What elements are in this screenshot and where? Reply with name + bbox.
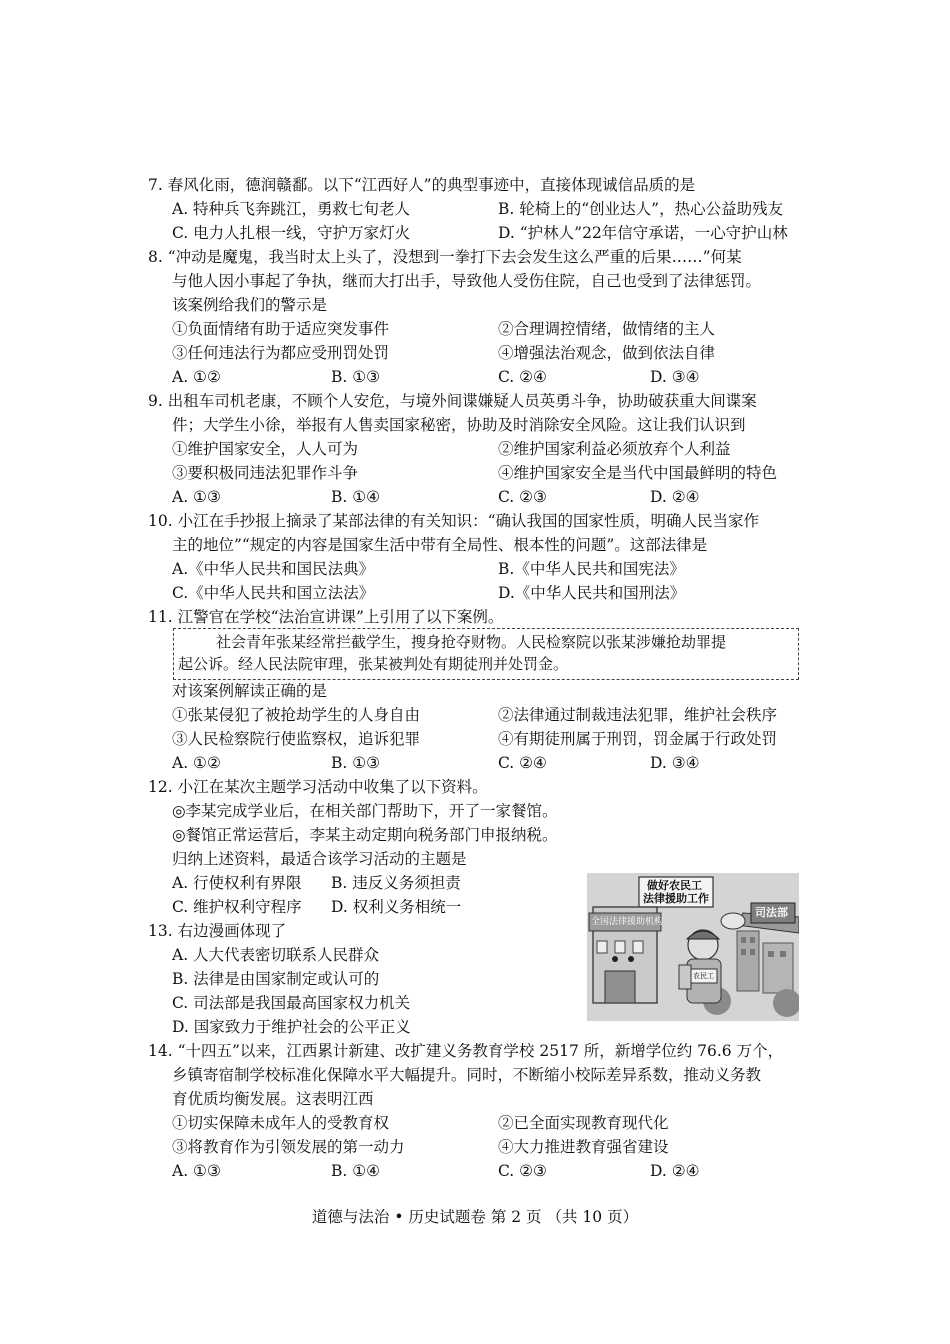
q8-item-2: ②合理调控情绪，做情绪的主人: [498, 320, 716, 338]
q11-option-b: B. ①③: [331, 754, 381, 772]
q12-material-2: ◎餐馆正常运营后，李某主动定期向税务部门申报纳税。: [172, 826, 558, 844]
q9-item-2: ②维护国家利益必须放弃个人利益: [498, 440, 731, 458]
q11-option-a: A. ①②: [172, 754, 221, 772]
q7-stem: 7. 春风化雨，德润赣鄱。以下“江西好人”的典型事迹中，直接体现诚信品质的是: [148, 176, 696, 194]
q12-ask: 归纳上述资料，最适合该学习活动的主题是: [172, 850, 467, 868]
q8-item-3: ③任何违法行为都应受刑罚处罚: [172, 344, 390, 362]
comic-sleeve-label: 司法部: [755, 906, 788, 919]
q10-option-b: B.《中华人民共和国宪法》: [498, 560, 685, 578]
q11-item-3: ③人民检察院行使监察权，追诉犯罪: [172, 730, 421, 748]
q8-option-c: C. ②④: [498, 368, 547, 386]
q8-option-a: A. ①②: [172, 368, 221, 386]
q8-stem-line2: 与他人因小事起了争执，继而大打出手，导致他人受伤住院，自己也受到了法律惩罚。: [172, 272, 762, 290]
q14-item-3: ③将教育作为引领发展的第一动力: [172, 1138, 405, 1156]
case-text-line1: 社会青年张某经常拦截学生，搜身抢夺财物。人民检察院以张某涉嫌抢劫罪提: [216, 633, 727, 651]
q11-option-c: C. ②④: [498, 754, 547, 772]
q14-stem-line2: 乡镇寄宿制学校标准化保障水平大幅提升。同时，不断缩小校际差异系数，推动义务教: [172, 1066, 762, 1084]
q13-option-a: A. 人大代表密切联系人民群众: [172, 946, 380, 964]
q8-stem-line3: 该案例给我们的警示是: [172, 296, 328, 314]
comic-illustration: [587, 873, 799, 1021]
q14-item-4: ④大力推进教育强省建设: [498, 1138, 669, 1156]
q8-item-1: ①负面情绪有助于适应突发事件: [172, 320, 390, 338]
q9-item-3: ③要积极同违法犯罪作斗争: [172, 464, 359, 482]
q10-stem-line1: 10. 小江在手抄报上摘录了某部法律的有关知识：“确认我国的国家性质，明确人民当家作: [148, 512, 760, 530]
q14-option-d: D. ②④: [650, 1162, 700, 1180]
q11-item-1: ①张某侵犯了被抢劫学生的人身自由: [172, 706, 421, 724]
q13-stem: 13. 右边漫画体现了: [148, 922, 287, 940]
q9-option-a: A. ①③: [172, 488, 221, 506]
q14-option-b: B. ①④: [331, 1162, 381, 1180]
q12-option-b: B. 违反义务须担责: [331, 874, 461, 892]
comic-building-sign: 全国法律援助机构: [591, 917, 664, 927]
comic-banner-line2: 法律援助工作: [643, 892, 709, 905]
q11-ask: 对该案例解读正确的是: [172, 682, 328, 700]
q14-item-2: ②已全面实现教育现代化: [498, 1114, 669, 1132]
q11-option-d: D. ③④: [650, 754, 700, 772]
q10-stem-line2: 主的地位”“规定的内容是国家生活中带有全局性、根本性的问题”。这部法律是: [172, 536, 708, 554]
q7-option-c: C. 电力人扎根一线，守护万家灯火: [172, 224, 411, 242]
q12-option-d: D. 权利义务相统一: [331, 898, 462, 916]
q9-option-b: B. ①④: [331, 488, 381, 506]
q8-option-d: D. ③④: [650, 368, 700, 386]
q7-option-b: B. 轮椅上的“创业达人”，热心公益助残友: [498, 200, 784, 218]
q8-item-4: ④增强法治观念，做到依法自律: [498, 344, 716, 362]
q9-option-c: C. ②③: [498, 488, 547, 506]
q13-option-b: B. 法律是由国家制定或认可的: [172, 970, 380, 988]
q14-stem-line3: 育优质均衡发展。这表明江西: [172, 1090, 374, 1108]
q11-item-4: ④有期徒刑属于刑罚，罚金属于行政处罚: [498, 730, 778, 748]
q9-stem-line1: 9. 出租车司机老康，不顾个人安危，与境外间谍嫌疑人员英勇斗争，协助破获重大间谍案: [148, 392, 757, 410]
q9-stem-line2: 件；大学生小徐，举报有人售卖国家秘密，协助及时消除安全风险。这让我们认识到: [172, 416, 746, 434]
comic-banner-line1: 做好农民工: [647, 879, 702, 892]
q14-option-a: A. ①③: [172, 1162, 221, 1180]
q8-option-b: B. ①③: [331, 368, 381, 386]
q9-option-d: D. ②④: [650, 488, 700, 506]
q12-material-1: ◎李某完成学业后，在相关部门帮助下，开了一家餐馆。: [172, 802, 558, 820]
q12-option-a: A. 行使权利有界限: [172, 874, 302, 892]
q13-option-d: D. 国家致力于维护社会的公平正义: [172, 1018, 411, 1036]
q10-option-a: A.《中华人民共和国民法典》: [172, 560, 375, 578]
q13-option-c: C. 司法部是我国最高国家权力机关: [172, 994, 411, 1012]
q7-option-a: A. 特种兵飞奔跳江，勇救七旬老人: [172, 200, 411, 218]
q11-item-2: ②法律通过制裁违法犯罪，维护社会秩序: [498, 706, 778, 724]
q14-item-1: ①切实保障未成年人的受教育权: [172, 1114, 390, 1132]
q7-option-d: D. “护林人”22年信守承诺，一心守护山林: [498, 224, 788, 242]
q14-option-c: C. ②③: [498, 1162, 547, 1180]
q9-item-1: ①维护国家安全，人人可为: [172, 440, 359, 458]
q10-option-d: D.《中华人民共和国刑法》: [498, 584, 686, 602]
q12-stem: 12. 小江在某次主题学习活动中收集了以下资料。: [148, 778, 488, 796]
q8-stem-line1: 8. “冲动是魔鬼，我当时太上头了，没想到一拳打下去会发生这么严重的后果……”何某: [148, 248, 742, 266]
case-text-line2: 起公诉。经人民法院审理，张某被判处有期徒刑并处罚金。: [178, 655, 569, 673]
page-footer: 道德与法治 • 历史试题卷 第 2 页 （共 10 页）: [311, 1208, 639, 1226]
q12-option-c: C. 维护权利守程序: [172, 898, 302, 916]
q14-stem-line1: 14. “十四五”以来，江西累计新建、改扩建义务教育学校 2517 所，新增学位约 76.6 万个，: [148, 1042, 784, 1060]
q9-item-4: ④维护国家安全是当代中国最鲜明的特色: [498, 464, 778, 482]
comic-worker-label: 农民工: [693, 972, 714, 980]
q10-option-c: C.《中华人民共和国立法法》: [172, 584, 375, 602]
q11-stem: 11. 江警官在学校“法治宣讲课”上引用了以下案例。: [148, 608, 504, 626]
